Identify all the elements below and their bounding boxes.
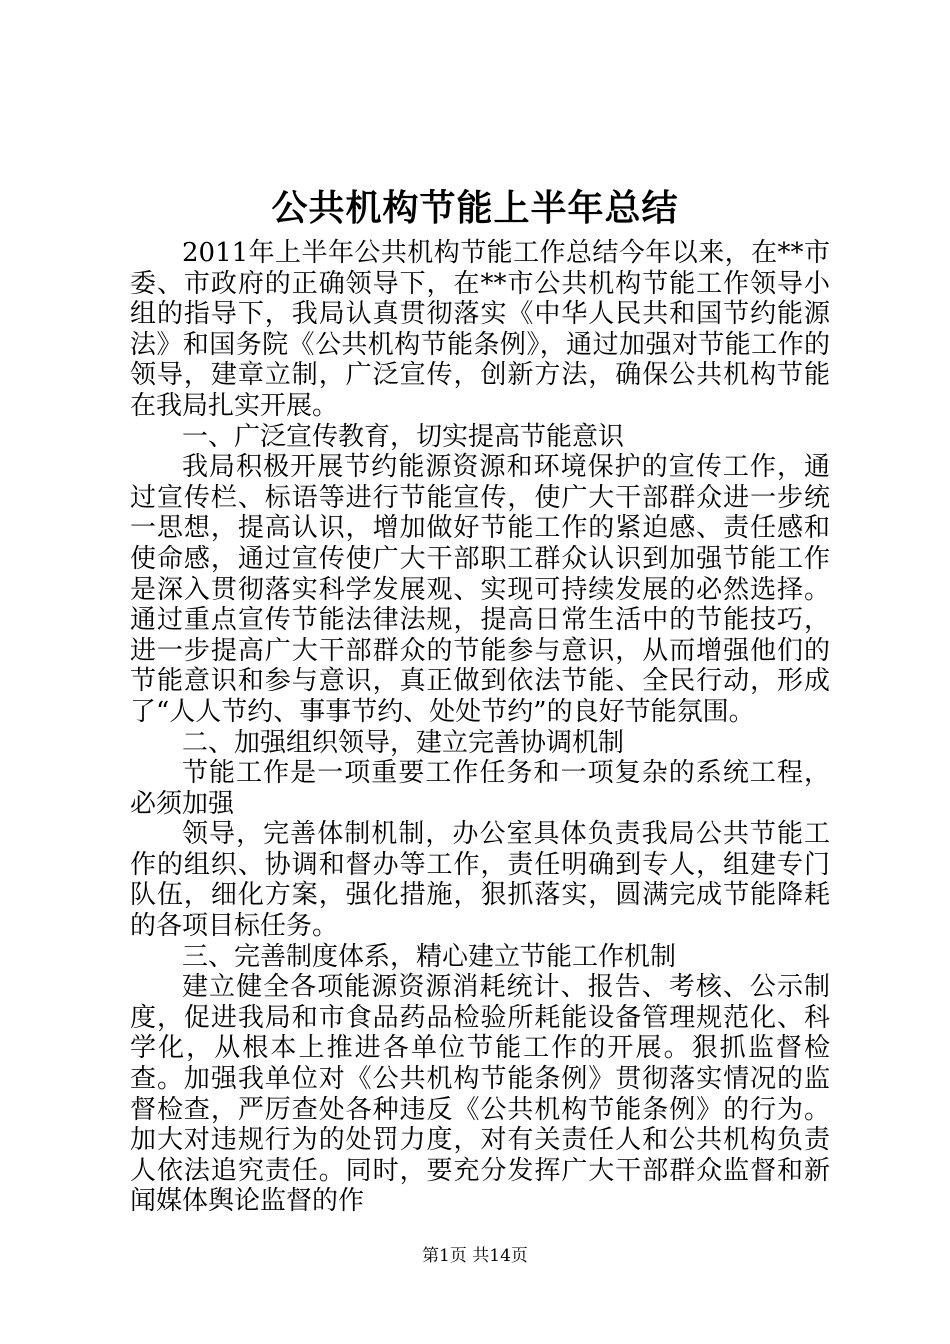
section-2-paragraph-b: 领导，完善体制机制，办公室具体负责我局公共节能工作的组织、协调和督办等工作，责任明确到专人，组建专门队伍，细化方案，强化措施，狠抓落实，圆满完成节能降耗的各项目标任务。 xyxy=(130,819,830,942)
section-3-paragraph: 建立健全各项能源资源消耗统计、报告、考核、公示制度，促进我局和市食品药品检验所耗能设备管理规范化、科学化，从根本上推进各单位节能工作的开展。狠抓监督检查。加强我单位对《公共机构节能条例》贯彻落实情况的监督检查，严厉查处各种违反《公共机构节能条例》的行为。加大对违规行为的处罚力度，对有关责任人和公共机构负责人依法追究责任。同时，要充分发挥广大干部群众监督和新闻媒体舆论监督的作 xyxy=(130,972,830,1217)
intro-paragraph: 2011年上半年公共机构节能工作总结今年以来，在**市委、市政府的正确领导下，在**市公共机构节能工作领导小组的指导下，我局认真贯彻落实《中华人民共和国节约能源法》和国务院《公共机构节能条例》，通过加强对节能工作的领导，建章立制，广泛宣传，创新方法，确保公共机构节能在我局扎实开展。 xyxy=(130,238,830,421)
document-body xyxy=(130,238,830,1217)
section-1-paragraph: 我局积极开展节约能源资源和环境保护的宣传工作，通过宣传栏、标语等进行节能宣传，使广大干部群众进一步统一思想，提高认识，增加做好节能工作的紧迫感、责任感和使命感，通过宣传使广大干部职工群众认识到加强节能工作是深入贯彻落实科学发展观、实现可持续发展的必然选择。通过重点宣传节能法律法规，提高日常生活中的节能技巧，进一步提高广大干部群众的节能参与意识，从而增强他们的节能意识和参与意识，真正做到依法节能、全民行动，形成了“人人节约、事事节约、处处节约”的良好节能氛围。 xyxy=(130,452,830,727)
document-title: 公共机构节能上半年总结 xyxy=(271,187,679,229)
page-footer: 第1页 共14页 xyxy=(422,1246,528,1266)
section-heading-3: 三、完善制度体系，精心建立节能工作机制 xyxy=(182,941,677,972)
section-heading-1: 一、广泛宣传教育，切实提高节能意识 xyxy=(182,421,625,452)
section-2-paragraph-a: 节能工作是一项重要工作任务和一项复杂的系统工程，必须加强 xyxy=(130,758,830,819)
section-heading-2: 二、加强组织领导，建立完善协调机制 xyxy=(182,727,625,758)
